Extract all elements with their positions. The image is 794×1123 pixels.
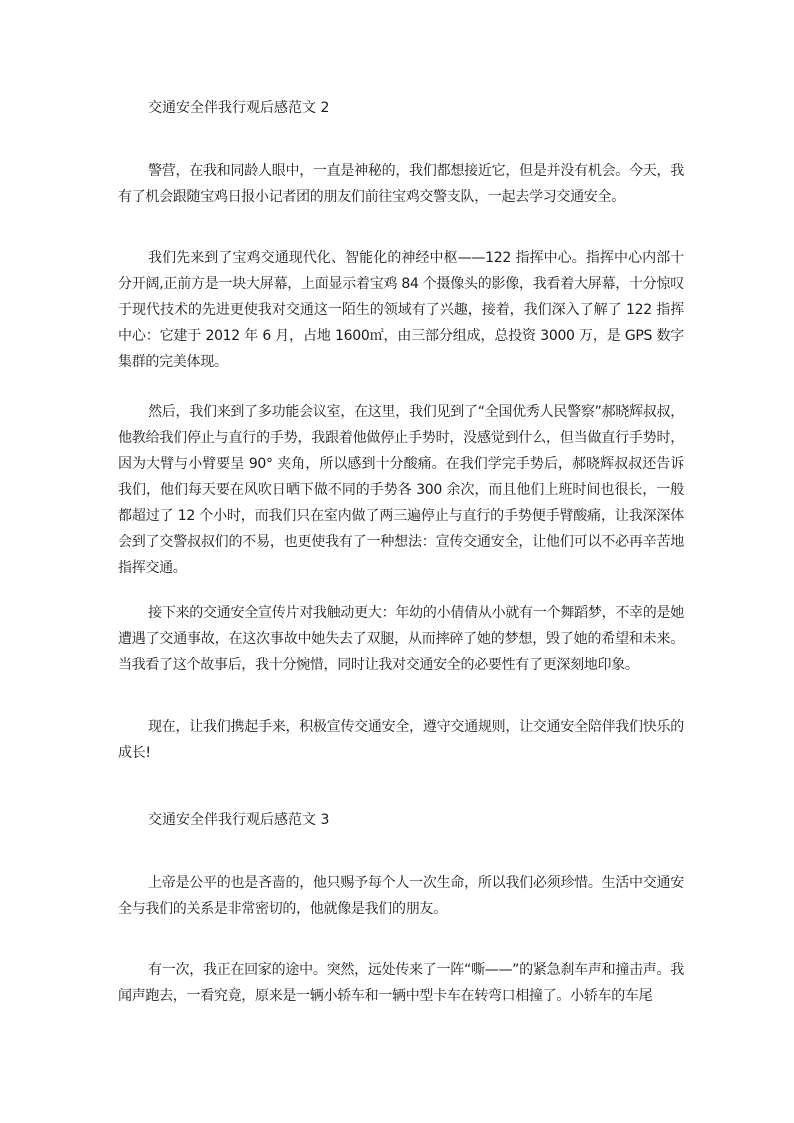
paragraph: 接下来的交通安全宣传片对我触动更大：年幼的小倩倩从小就有一个舞蹈梦，不幸的是她遭遇了交通事故，在这次事故中她失去了双腿，从而摔碎了她的梦想，毁了她的希望和未来。当我看了这个故事后，我十分惋惜，同时让我对交通安全的必要性有了更深刻地印象。 bbox=[118, 605, 684, 673]
paragraph: 我们先来到了宝鸡交通现代化、智能化的神经中枢——122 指挥中心。指挥中心内部十分开阔,正前方是一块大屏幕，上面显示着宝鸡 84 个摄像头的影像，我看着大屏幕，十分惊叹于现代技术的先进更使我对交通这一陌生的领域有了兴趣，接着，我们深入了解了 122 指挥中心：它建于 2012 年 6 月，占地 1600㎡，由三部分组成，总投资 3000 万，是 GPS 数字集群的完美体现。 bbox=[118, 250, 684, 370]
paragraph: 上帝是公平的也是吝啬的，他只赐予每个人一次生命，所以我们必须珍惜。生活中交通安全与我们的关系是非常密切的，他就像是我们的朋友。 bbox=[118, 875, 684, 917]
section-heading-3: 交通安全伴我行观后感范文 3 bbox=[148, 812, 330, 828]
paragraph: 现在，让我们携起手来，积极宣传交通安全，遵守交通规则，让交通安全陪伴我们快乐的成长! bbox=[118, 719, 684, 761]
paragraph: 有一次，我正在回家的途中。突然，远处传来了一阵“嘶——”的紧急刹车声和撞击声。我闻声跑去，一看究竟，原来是一辆小轿车和一辆中型卡车在转弯口相撞了。小轿车的车尾 bbox=[118, 962, 684, 1004]
paragraph: 然后，我们来到了多功能会议室，在这里，我们见到了“全国优秀人民警察”郝晓辉叔叔，他教给我们停止与直行的手势，我跟着他做停止手势时，没感觉到什么，但当做直行手势时，因为大臂与小臂要呈 90° 夹角，所以感到十分酸痛。在我们学完手势后，郝晓辉叔叔还告诉我们，他们每天要在风吹日晒下做不同的手势各 300 余次，而且他们上班时间也很长，一般都超过了 12 个小时，而我们只在室内做了两三遍停止与直行的手势便手臂酸痛，让我深深体会到了交警叔叔们的不易，也更使我有了一种想法：宣传交通安全，让他们可以不必再辛苦地指挥交通。 bbox=[118, 404, 684, 576]
paragraph: 警营，在我和同龄人眼中，一直是神秘的，我们都想接近它，但是并没有机会。今天，我有了机会跟随宝鸡日报小记者团的朋友们前往宝鸡交警支队，一起去学习交通安全。 bbox=[118, 163, 684, 205]
section-heading-2: 交通安全伴我行观后感范文 2 bbox=[148, 100, 330, 116]
